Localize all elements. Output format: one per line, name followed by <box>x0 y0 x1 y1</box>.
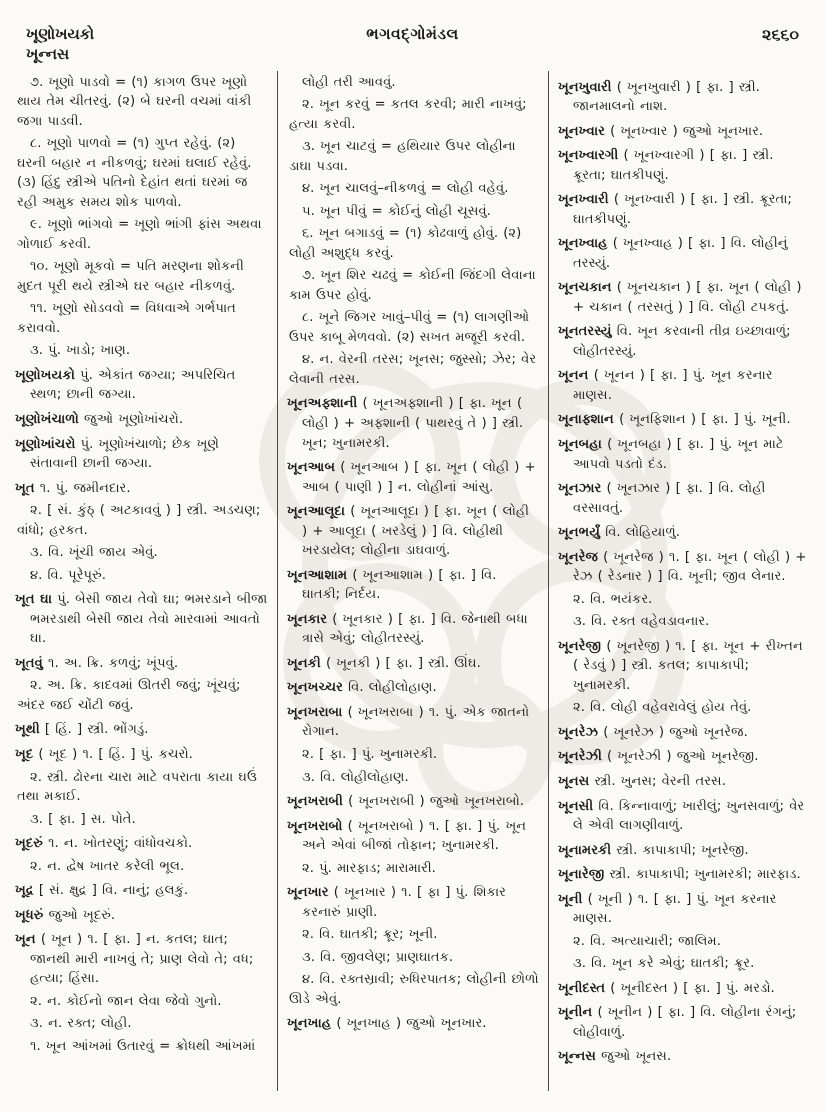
entry-text: ૨. ન. દ્વેષ ખાતર કરેલી ભૂલ. <box>30 858 185 874</box>
headword: ખૂનસ <box>558 773 590 789</box>
entry-text: વિ. કિન્નાવાળું; ખારીલું; ખુનસવાળું; વેર લે એવી લાગણીવાળું. <box>573 798 805 834</box>
entry-text: ( ખૂનખાહ ) જુઓ ખૂનખાર. <box>331 1016 487 1032</box>
dictionary-entry <box>558 865 810 885</box>
headword: ખૂનખરાબો <box>287 818 343 834</box>
dictionary-entry <box>558 146 810 185</box>
entry-text: ૨. [ સં. કુંઠ્ ( અટકાવવું ) ] સ્ત્રી. અડચણ; વાંધો; હરકત. <box>17 503 261 538</box>
entry-text: ( ખૂનરેજ ) ૧. [ ફા. ખૂન ( લોહી ) + રેઝ ( રેડનાર ) ] વિ. ખૂની; જીવ લેનાર. <box>573 549 807 585</box>
entry-sense-line <box>287 179 539 199</box>
dictionary-entry <box>558 747 810 767</box>
headword: ખૂત ઘા <box>15 592 53 608</box>
entry-text: ૨. વિ. ભયંકર. <box>573 591 653 607</box>
entry-text: ૨. પું. મારફાડ; મારામારી. <box>302 860 436 876</box>
headword: ખૂનતરસ્યું <box>558 324 612 340</box>
dictionary-entry <box>558 278 810 317</box>
entry-text: ( ખૂનકી ) [ ફા. ] સ્ત્રી. ઊંઘ. <box>320 655 481 671</box>
dictionary-entry <box>287 502 539 561</box>
entry-text: ૩. વિ. ખૂંચી જાય એવું. <box>30 545 158 561</box>
entry-text: ૩. વિ. જીવલેણ; પ્રાણઘાતક. <box>302 949 454 965</box>
headword: ખૂનચકાન <box>558 280 612 296</box>
dictionary-entry <box>287 654 539 674</box>
entry-text: ( ખૂનરેજી ) ૧. [ ફા. ખૂન + રીખ્તન ( રેડવું ) ] સ્ત્રી. કતલ; કાપાકાપી; ખુનામરકી. <box>573 638 803 693</box>
entry-text: ૧. ખૂન આંખમાં ઉતારવું = ક્રોધથી આંખમાં <box>30 1038 256 1054</box>
dictionary-entry <box>558 234 810 273</box>
dictionary-entry <box>558 410 810 430</box>
entry-text: ૧. અ. ક્રિ. કળવું; ખૂંપવું. <box>42 655 179 671</box>
entry-text: ૨. વિ. ઘાતકી; ક્રૂર; ખૂની. <box>302 927 438 943</box>
headword: ખૂનકાર <box>287 611 328 627</box>
entry-text: ( ખૂનઆબ ) [ ફા. ખૂન ( લોહી ) + આબ ( પાણી ) ] ન. લોહીનાં આંસુ. <box>302 460 536 495</box>
dictionary-entry <box>15 435 268 474</box>
dictionary-entry <box>287 678 539 698</box>
entry-sense-line <box>287 768 539 788</box>
dictionary-entry <box>287 883 539 922</box>
dictionary-entry <box>15 654 268 674</box>
headword: ખૂનારેજી <box>558 867 605 883</box>
entry-text: ( ખૂનઆશામ ) [ ફા. ] વિ. ઘાતકી; નિર્દય. <box>302 567 497 603</box>
entry-text: ( ખૂનખ્વાર ) જુઓ ખૂનખાર. <box>604 123 764 139</box>
entry-text: ( ખૂન ) ૧. [ ફા. ] ન. કતલ; ઘાત; જાનથી મારી નાખવું તે; પ્રાણ લેવો તે; વધ; હત્યા; હિંસા. <box>30 932 254 987</box>
headword: ખૂનખાહ <box>287 1016 332 1032</box>
entry-text: વિ. લોહીલોહાણ. <box>342 680 437 696</box>
entry-text: ૯. ખૂણો ભાંગવો = ખૂણો ભાંગી ફાંસ અથવા ગોળાઈ કરવી. <box>17 217 262 252</box>
entry-text: પું. ખૂણોખંચાળો; છેક ખૂણે સંતાવાની છાની જગ્યા. <box>30 436 220 472</box>
headword: ખૂણોખાંચરો <box>15 436 76 452</box>
entry-sense-line <box>15 257 268 296</box>
entry-sense-line <box>558 698 810 718</box>
entry-text: ( ખૂનખુવારી ) [ ફા. ] સ્ત્રી. જાનમાલનો નાશ. <box>573 79 760 115</box>
entry-text: સ્ત્રી. ખુનસ; વેરની તરસ. <box>589 773 726 789</box>
dictionary-entry <box>558 797 810 836</box>
entry-text: સ્ત્રી. કાપાકાપી; ખૂનરેજી. <box>611 842 749 858</box>
headword: ખૂદ્ર <box>15 883 34 899</box>
entry-sense-line <box>287 745 539 765</box>
headword: ખૂન્નસ <box>558 1049 596 1065</box>
dictionary-entry <box>287 792 539 812</box>
dictionary-entry <box>558 548 810 587</box>
entry-text: ( ખૂનખરાબી ) જુઓ ખૂનખરાબો. <box>342 794 524 810</box>
entry-sense-line <box>287 970 539 1009</box>
entry-sense-line <box>558 590 810 610</box>
dictionary-entry <box>287 817 539 856</box>
entry-sense-line <box>15 676 268 715</box>
dictionary-entry <box>558 435 810 474</box>
entry-sense-line <box>15 73 268 132</box>
dictionary-entry <box>287 1014 539 1034</box>
page-number: ૨૬૬૦ <box>762 25 799 44</box>
entry-text: ૨. વિ. અત્યાચારી; જાલિમ. <box>573 933 721 949</box>
dictionary-entry <box>287 458 539 497</box>
entry-sense-line <box>558 954 810 974</box>
headword: ખૂનબહા <box>558 437 602 452</box>
entry-text: ૩. વિ. રક્ત વહેવડાવનાર. <box>573 614 710 630</box>
entry-text: પું. એકાંત જગ્યા; અપરિચિત સ્થળ; છાની જગ્યા. <box>30 367 236 403</box>
entry-sense-line <box>15 992 268 1012</box>
running-head-first-word: ખૂણોખયકો <box>26 25 95 43</box>
entry-text: ( ખૂનફિશાન ) [ ફા. ] પું. ખૂની. <box>613 412 791 428</box>
dictionary-entry <box>15 745 268 765</box>
dictionary-entry <box>558 190 810 229</box>
entry-text: ૪. વિ. પૂરેપૂરું. <box>30 567 106 583</box>
headword: ખૂન <box>15 932 36 948</box>
entry-text: ( ખૂનખાર ) ૧. [ ફા ] પું. શિકાર કરનારું પ્રાણી. <box>302 885 506 920</box>
column-1 <box>6 71 277 1091</box>
column-3 <box>548 71 819 1091</box>
dictionary-entry <box>558 1003 810 1042</box>
entry-text: વિ. લોહિયાળું. <box>600 525 680 541</box>
headword: ખૂણોખંચાળો <box>15 412 79 427</box>
dictionary-entry <box>558 723 810 743</box>
dictionary-entry <box>558 366 810 405</box>
entry-sense-line <box>15 857 268 877</box>
headword: ખૂનખુવારી <box>558 79 612 95</box>
text-columns <box>0 69 825 1099</box>
entry-text: ૩. વિ. ખૂન કરે એવું; ઘાતકી; ક્રૂર. <box>573 956 755 972</box>
entry-text: ( ખૂનચકાન ) [ ફા. ખૂન ( લોહી ) + ચકાન ( તરસતું ) ] વિ. લોહી ટપકતું. <box>573 280 802 315</box>
headword: ખૂનામરકી <box>558 842 612 858</box>
column-2 <box>277 71 548 1091</box>
headword: ખૂધરું <box>15 907 44 923</box>
entry-text: ૧. પું. જમીનદાર. <box>34 480 131 496</box>
dictionary-entry <box>15 479 268 499</box>
headword: ખૂનઆલૂદા <box>287 504 346 520</box>
entry-text: ( ખૂનઆલૂદા ) [ ફા. ખૂન ( લોહી ) + આલૂદા ( ખરડેલું ) ] વિ. લોહીથી ખરડાયેલ; લોહીના ડાઘવાળું. <box>302 504 530 559</box>
dictionary-entry <box>558 122 810 142</box>
entry-text: ( ખૂદ ) ૧. [ હિં. ] પું. કચરો. <box>33 746 193 762</box>
entry-text: ( ખૂનબહા ) [ ફા. ] પું. ખૂન માટે આપવો પડતો દંડ. <box>573 437 784 472</box>
headword: ખૂનખ્વાહ <box>558 236 608 252</box>
entry-sense-line <box>287 95 539 134</box>
entry-text: જુઓ ખૂણોખાંચરો. <box>78 412 184 427</box>
entry-sense-line <box>15 1014 268 1034</box>
dictionary-entry <box>558 841 810 861</box>
entry-text: ( ખૂનઝાર ) [ ફા. ] વિ. લોહી વરસાવતું. <box>573 481 766 516</box>
headword: ખૂનઆશામ <box>287 567 348 583</box>
entry-text: ૨. અ. ક્રિ. કાદવમાં ઊતરી જવું; ખૂંચવું; અંદર જઈ ચોંટી જવું. <box>17 678 241 713</box>
entry-text: ( ખૂનખરાબો ) ૧. [ ફા. ] પું. ખૂન અને એવાં બીજાં તોફાન; ખુનામરકી. <box>302 818 527 854</box>
entry-text: ( ખૂનરેઝ ) જુઓ ખૂનરેજ. <box>598 724 748 740</box>
entry-text: ૧. ન. ખોતરણું; વાંધોવચકો. <box>42 836 193 852</box>
headword: ખૂત <box>15 480 35 496</box>
headword: ખૂનખ્વારગી <box>558 148 619 164</box>
headword: ખૂનભર્યું <box>558 525 601 541</box>
entry-text: ૮. ખૂને જિગર ખાવું–પીવું = (૧) લાગણીઓ ઉપર કાબૂ મેળવવો. (૨) સખત મજૂરી કરવી. <box>289 310 530 345</box>
entry-text: ( ખૂનઅફ્શાની ) [ ફા. ખૂન ( લોહી ) + અફ્શાની ( પાથરવું તે ) ] સ્ત્રી. ખૂન; ખુનામરકી. <box>302 396 524 451</box>
entry-sense-line <box>15 543 268 563</box>
entry-sense-line <box>15 215 268 254</box>
entry-text: જુઓ ખૂદરું. <box>43 907 116 923</box>
entry-sense-line <box>287 137 539 176</box>
dictionary-entry <box>558 479 810 518</box>
entry-text: ૬. ખૂન બગાડવું = (૧) કોઢવાળું હોવું. (૨) લોહી અશુદ્ધ કરવું. <box>289 226 522 261</box>
entry-sense-line <box>15 1037 268 1057</box>
dictionary-entry <box>15 881 268 901</box>
entry-text: ૭. ખૂન શિર ચઢવું = કોઈની જિંદગી લેવાના કામ ઉપર હોવું. <box>289 268 536 303</box>
entry-text: ( ખૂનખ્વારગી ) [ ફા. ] સ્ત્રી. ક્રૂરતા; ઘાતકીપણું. <box>573 148 774 183</box>
headword: ખૂનરેજ <box>558 549 598 565</box>
running-head-last-word: ખૂન્નસ <box>26 45 70 64</box>
entry-text: ૫. ખૂન પીવું = કોઈનું લોહી ચૂસવું. <box>302 203 491 219</box>
headword: ખૂનઝાર <box>558 481 602 497</box>
dictionary-entry <box>558 78 810 117</box>
headword: ખૂનરેજી <box>558 638 602 654</box>
headword: ખૂનખ્વારી <box>558 192 609 208</box>
headword: ખૂણોખયકો <box>15 367 75 383</box>
headword: ખૂનાફ્શાન <box>558 412 614 428</box>
running-header <box>0 0 825 69</box>
dictionary-entry <box>287 394 539 453</box>
headword: ખૂનઆબ <box>287 460 336 476</box>
dictionary-entry <box>15 834 268 854</box>
headword: ખૂનખચ્ચર <box>287 680 343 696</box>
entry-text: ૪. વિ. રક્તસ્રાવી; રુધિરપાતક; લોહીની છોળો ઊડે એવું. <box>289 972 539 1007</box>
dictionary-entry <box>15 410 268 430</box>
dictionary-entry <box>558 322 810 361</box>
headword: ખૂની <box>558 891 583 907</box>
entry-text: ૪. ખૂન ચાલવું–નીકળવું = લોહી વહેવું. <box>302 181 509 197</box>
dictionary-entry <box>558 772 810 792</box>
entry-sense-line <box>15 810 268 830</box>
entry-sense-line <box>287 224 539 263</box>
entry-text: સ્ત્રી. કાપાકાપી; ખુનામરકી; મારફાડ. <box>604 867 801 883</box>
entry-text: ૨. સ્ત્રી. ઢોરના ચારા માટે વપરાતા કાયા ઘઉં તથા મકાઈ. <box>17 769 257 805</box>
dictionary-entry <box>15 366 268 405</box>
entry-text: ( ખૂનખ્વારી ) [ ફા. ] સ્ત્રી. ક્રૂરતા; ઘાતકીપણું. <box>573 192 792 227</box>
headword: ખૂનખ્વાર <box>558 123 605 139</box>
headword: ખૂનખરાબી <box>287 794 343 810</box>
entry-sense-line <box>287 948 539 968</box>
entry-sense-line <box>15 566 268 586</box>
entry-text: ૩. ન. રક્ત; લોહી. <box>30 1016 132 1032</box>
headword: ખૂદરું <box>15 836 43 852</box>
entry-text: ૭. ખૂણો પાડવો = (૧) કાગળ ઉપર ખૂણો થાય તેમ ચીતરવું. (૨) બે ઘરની વચમાં વાંકી જગા પાડવી. <box>17 74 252 129</box>
dictionary-entry <box>287 566 539 605</box>
entry-sense-line <box>287 308 539 347</box>
headword: ખૂનઅફ્શાની <box>287 396 358 412</box>
dictionary-entry <box>558 890 810 929</box>
entry-sense-line <box>15 501 268 540</box>
dictionary-entry <box>287 610 539 649</box>
entry-sense-line <box>558 612 810 632</box>
entry-text: ૨. [ ફા. ] પું. ખુનામરકી. <box>302 746 438 762</box>
entry-text: [ હિં. ] સ્ત્રી. ભોંગડું. <box>39 722 149 738</box>
entry-text: [ સં. ક્ષુદ્ર ] વિ. નાનું; હલકું. <box>33 883 189 899</box>
entry-text: પું. બેસી જાય તેવો ઘા; ભમરડાને બીજા ભમરડાથી બેસી જાય તેવો મારવામાં આવતો ઘા. <box>30 592 268 647</box>
entry-sense-line <box>15 299 268 338</box>
entry-text: ( ખૂની ) ૧. [ ફા. ] પું. ખૂન કરનાર માણસ. <box>573 891 777 927</box>
entry-sense-line <box>287 266 539 305</box>
entry-text: લોહી તરી આવવું. <box>302 74 396 90</box>
entry-text: ૨. વિ. લોહી વહેવરાવેલું હોય તેવું. <box>573 700 752 716</box>
book-title: ભગવદ્ગોમંડલ <box>366 25 459 43</box>
headword: ખૂનીદસ્ત <box>558 980 606 996</box>
headword: ખૂદ <box>15 746 34 762</box>
entry-text: ૮. ખૂણો પાળવો = (૧) ગુપ્ત રહેવું. (૨) ઘરની બહાર ન નીકળવું; ઘરમાં ઘલાઈ રહેવું. (૩) હિંદુ સ્ત્રીએ પતિનો દેહાંત થતાં ઘરમાં જ રહી અમુક સમય શોક પાળવો. <box>17 136 252 210</box>
entry-sense-line <box>287 350 539 389</box>
headword: ખૂનરેઝી <box>558 749 602 765</box>
dictionary-entry <box>558 523 810 543</box>
entry-sense-line <box>15 768 268 807</box>
dictionary-entry <box>15 590 268 649</box>
headword: ખૂનરેઝ <box>558 724 599 740</box>
entry-text: ૧૧. ખૂણો સોડવવો = વિધવાએ ગર્ભપાત કરાવવો. <box>17 301 236 336</box>
entry-text: ૪. ન. વેરની તરસ; ખૂનસ; જુસ્સો; ઝેર; વેર લેવાની તરસ. <box>289 352 537 387</box>
dictionary-entry <box>15 906 268 926</box>
dictionary-entry <box>558 979 810 999</box>
entry-text: ( ખૂનીન ) [ ફા. ] વિ. લોહીના રંગનું; લોહીવાળું. <box>573 1005 797 1040</box>
headword: ખૂનખરાબા <box>287 704 343 720</box>
headword: ખૂતવું <box>15 655 43 671</box>
entry-text: જુઓ ખૂનસ. <box>595 1049 672 1065</box>
entry-sense-line <box>287 925 539 945</box>
dictionary-entry <box>287 703 539 742</box>
entry-sense-line <box>287 73 539 93</box>
entry-text: ૩. પું. ખાડો; ખાણ. <box>30 343 131 359</box>
entry-sense-line <box>287 859 539 879</box>
entry-text: ૨. ન. કોઈનો જાન લેવા જેવો ગુનો. <box>30 993 222 1009</box>
entry-text: ૩. [ ફા. ] સ. પોતે. <box>30 811 136 827</box>
dictionary-entry <box>558 1047 810 1067</box>
entry-text: ( ખૂનકાર ) [ ફા. ] વિ. જેનાથી બધા ત્રાસે એવું; લોહીતરસ્યું. <box>302 611 528 647</box>
entry-text: ( ખૂનીદસ્ત ) [ ફા. ] પું. મરડો. <box>605 980 775 996</box>
entry-text: ૧૦. ખૂણો મૂકવો = પતિ મરણના શોકની મુદત પૂરી થયે સ્ત્રીએ ઘર બહાર નીકળવું. <box>17 259 244 294</box>
headword: ખૂનસી <box>558 798 594 814</box>
entry-sense-line <box>15 341 268 361</box>
dictionary-entry <box>558 637 810 696</box>
entry-text: ( ખૂનન ) [ ફા. ] પું. ખૂન કરનાર માણસ. <box>573 368 773 403</box>
entry-text: ( ખૂનખરાબા ) ૧. પું. એક જાતનો રોગાન. <box>302 704 530 740</box>
entry-text: ( ખૂનખ્વાહ ) [ ફા. ] વિ. લોહીનું તરસ્યું. <box>573 236 788 271</box>
headword: ખૂનીન <box>558 1005 593 1021</box>
dictionary-entry <box>15 930 268 989</box>
dictionary-entry <box>15 720 268 740</box>
entry-sense-line <box>15 134 268 212</box>
headword: ખૂનકી <box>287 655 321 671</box>
entry-text: ૩. વિ. લોહીલોહાણ. <box>302 769 409 785</box>
headword: ખૂથી <box>15 722 40 738</box>
entry-text: ૩. ખૂન ચાટવું = હથિયાર ઉપર લોહીના ડાઘા પડવા. <box>289 139 516 174</box>
headword: ખૂનન <box>558 368 589 384</box>
headword: ખૂનખાર <box>287 885 329 901</box>
entry-sense-line <box>287 202 539 222</box>
entry-text: વિ. ખૂન કરવાની તીવ્ર ઇચ્છાવાળું; લોહીતરસ્યું. <box>573 324 791 359</box>
entry-text: ૨. ખૂન કરવું = કતલ કરવી; મારી નાખવું; હત્યા કરવી. <box>289 97 527 132</box>
entry-sense-line <box>558 932 810 952</box>
entry-text: ( ખૂનરેઝી ) જુઓ ખૂનરેજી. <box>601 749 759 765</box>
running-head-words <box>26 24 246 65</box>
